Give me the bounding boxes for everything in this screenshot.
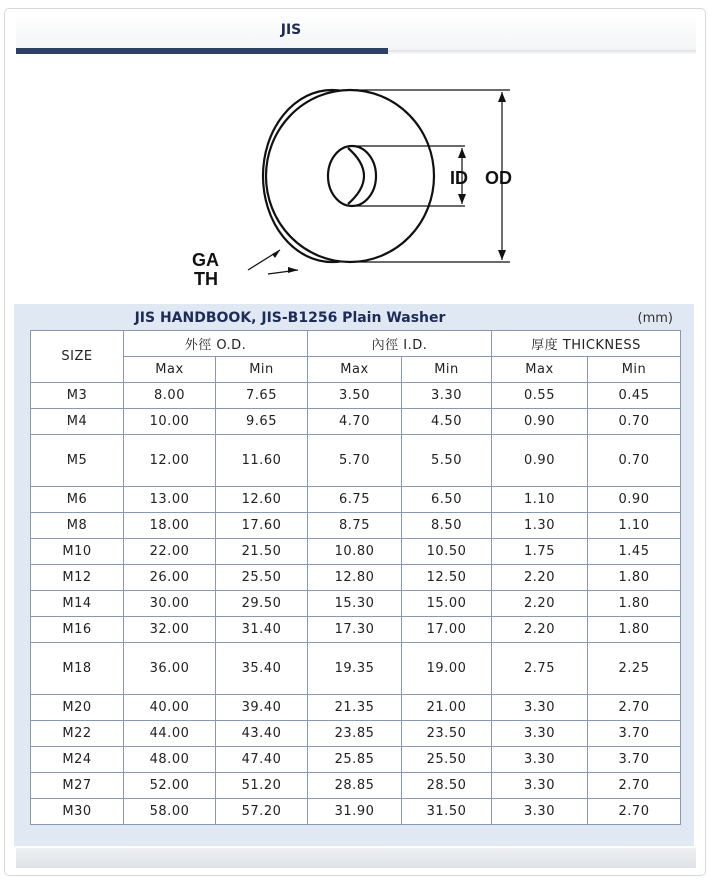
cell-od-max: 10.00 [124,409,216,435]
cell-size: M16 [31,617,124,643]
header-thickness: 厚度 THICKNESS [492,331,681,357]
cell-od-max: 32.00 [124,617,216,643]
cell-th-max: 3.30 [492,747,588,773]
cell-od-min: 39.40 [216,695,308,721]
cell-id-max: 8.75 [308,513,402,539]
cell-th-min: 0.90 [588,487,681,513]
cell-od-max: 30.00 [124,591,216,617]
title-rule [16,48,388,54]
cell-th-max: 0.55 [492,383,588,409]
cell-od-min: 29.50 [216,591,308,617]
table-row [31,643,681,695]
washer-front-face [266,90,434,262]
table-row [31,409,681,435]
table-row [31,383,681,409]
page-title: JIS [280,22,302,38]
cell-id-min: 10.50 [402,539,492,565]
cell-id-max: 25.85 [308,747,402,773]
cell-id-min: 28.50 [402,773,492,799]
header-id-max: Max [308,357,402,383]
cell-od-max: 48.00 [124,747,216,773]
footer-band [16,848,696,868]
cell-th-min: 2.70 [588,695,681,721]
cell-th-min: 3.70 [588,721,681,747]
cell-th-min: 1.80 [588,617,681,643]
cell-th-max: 1.10 [492,487,588,513]
cell-od-min: 21.50 [216,539,308,565]
cell-id-min: 23.50 [402,721,492,747]
table-row [31,513,681,539]
table-caption [30,308,679,330]
cell-th-max: 1.30 [492,513,588,539]
washer-diagram [180,78,540,298]
table-body [31,383,681,825]
cell-th-max: 0.90 [492,409,588,435]
table-row [31,487,681,513]
cell-od-max: 44.00 [124,721,216,747]
header-od-max: Max [124,357,216,383]
cell-id-max: 10.80 [308,539,402,565]
table-row [31,721,681,747]
cell-size: M14 [31,591,124,617]
cell-od-max: 36.00 [124,643,216,695]
cell-od-max: 8.00 [124,383,216,409]
cell-size: M10 [31,539,124,565]
cell-size: M22 [31,721,124,747]
cell-id-max: 31.90 [308,799,402,825]
cell-id-max: 5.70 [308,435,402,487]
cell-th-max: 3.30 [492,721,588,747]
table-title: JIS HANDBOOK, JIS-B1256 Plain Washer [134,310,446,326]
cell-id-min: 3.30 [402,383,492,409]
cell-size: M18 [31,643,124,695]
cell-id-max: 21.35 [308,695,402,721]
cell-id-min: 15.00 [402,591,492,617]
cell-id-min: 6.50 [402,487,492,513]
cell-od-max: 52.00 [124,773,216,799]
table-row [31,435,681,487]
table-row [31,565,681,591]
cell-id-min: 25.50 [402,747,492,773]
table-row [31,617,681,643]
cell-id-min: 12.50 [402,565,492,591]
cell-od-max: 13.00 [124,487,216,513]
cell-th-min: 1.80 [588,591,681,617]
label-id: ID [450,168,468,188]
header-id-min: Min [402,357,492,383]
cell-th-max: 3.30 [492,773,588,799]
cell-th-min: 0.45 [588,383,681,409]
cell-th-max: 2.75 [492,643,588,695]
cell-od-min: 51.20 [216,773,308,799]
cell-od-max: 26.00 [124,565,216,591]
cell-od-min: 12.60 [216,487,308,513]
cell-id-min: 31.50 [402,799,492,825]
header-th-max: Max [492,357,588,383]
cell-size: M20 [31,695,124,721]
cell-id-max: 23.85 [308,721,402,747]
cell-th-max: 2.20 [492,591,588,617]
cell-size: M6 [31,487,124,513]
cell-od-max: 18.00 [124,513,216,539]
label-ga: GA [192,250,219,270]
cell-od-max: 58.00 [124,799,216,825]
cell-od-min: 7.65 [216,383,308,409]
cell-id-max: 3.50 [308,383,402,409]
cell-od-min: 35.40 [216,643,308,695]
cell-id-min: 17.00 [402,617,492,643]
cell-id-max: 17.30 [308,617,402,643]
label-od: OD [485,168,512,188]
cell-size: M3 [31,383,124,409]
cell-size: M30 [31,799,124,825]
cell-od-max: 40.00 [124,695,216,721]
cell-size: M4 [31,409,124,435]
cell-th-min: 2.70 [588,799,681,825]
cell-th-min: 1.80 [588,565,681,591]
cell-th-min: 0.70 [588,409,681,435]
cell-size: M24 [31,747,124,773]
cell-od-max: 22.00 [124,539,216,565]
cell-size: M12 [31,565,124,591]
header-size: SIZE [31,331,124,383]
cell-th-max: 0.90 [492,435,588,487]
cell-id-min: 21.00 [402,695,492,721]
cell-id-max: 28.85 [308,773,402,799]
cell-th-min: 3.70 [588,747,681,773]
cell-id-min: 5.50 [402,435,492,487]
cell-th-max: 3.30 [492,695,588,721]
table-row [31,591,681,617]
cell-od-min: 17.60 [216,513,308,539]
table-row [31,695,681,721]
cell-od-min: 9.65 [216,409,308,435]
cell-th-min: 0.70 [588,435,681,487]
cell-th-max: 1.75 [492,539,588,565]
cell-id-min: 8.50 [402,513,492,539]
cell-od-min: 43.40 [216,721,308,747]
cell-od-max: 12.00 [124,435,216,487]
label-th: TH [194,269,218,289]
cell-id-max: 12.80 [308,565,402,591]
cell-th-max: 3.30 [492,799,588,825]
cell-id-max: 4.70 [308,409,402,435]
header-id: 內徑 I.D. [308,331,492,357]
header-od: 外徑 O.D. [124,331,308,357]
cell-od-min: 47.40 [216,747,308,773]
table-row [31,747,681,773]
table-row [31,539,681,565]
cell-od-min: 31.40 [216,617,308,643]
cell-th-min: 2.25 [588,643,681,695]
cell-id-min: 19.00 [402,643,492,695]
header-th-min: Min [588,357,681,383]
cell-id-max: 6.75 [308,487,402,513]
cell-th-min: 1.45 [588,539,681,565]
title-rule-light [388,50,696,52]
cell-od-min: 11.60 [216,435,308,487]
cell-th-min: 1.10 [588,513,681,539]
cell-od-min: 57.20 [216,799,308,825]
cell-th-min: 2.70 [588,773,681,799]
table-row [31,799,681,825]
washer-spec-table [30,330,681,825]
table-unit: (mm) [637,311,673,326]
cell-size: M27 [31,773,124,799]
cell-id-min: 4.50 [402,409,492,435]
cell-size: M8 [31,513,124,539]
cell-th-max: 2.20 [492,617,588,643]
header-od-min: Min [216,357,308,383]
table-row [31,773,681,799]
cell-th-max: 2.20 [492,565,588,591]
cell-od-min: 25.50 [216,565,308,591]
cell-size: M5 [31,435,124,487]
cell-id-max: 19.35 [308,643,402,695]
cell-id-max: 15.30 [308,591,402,617]
